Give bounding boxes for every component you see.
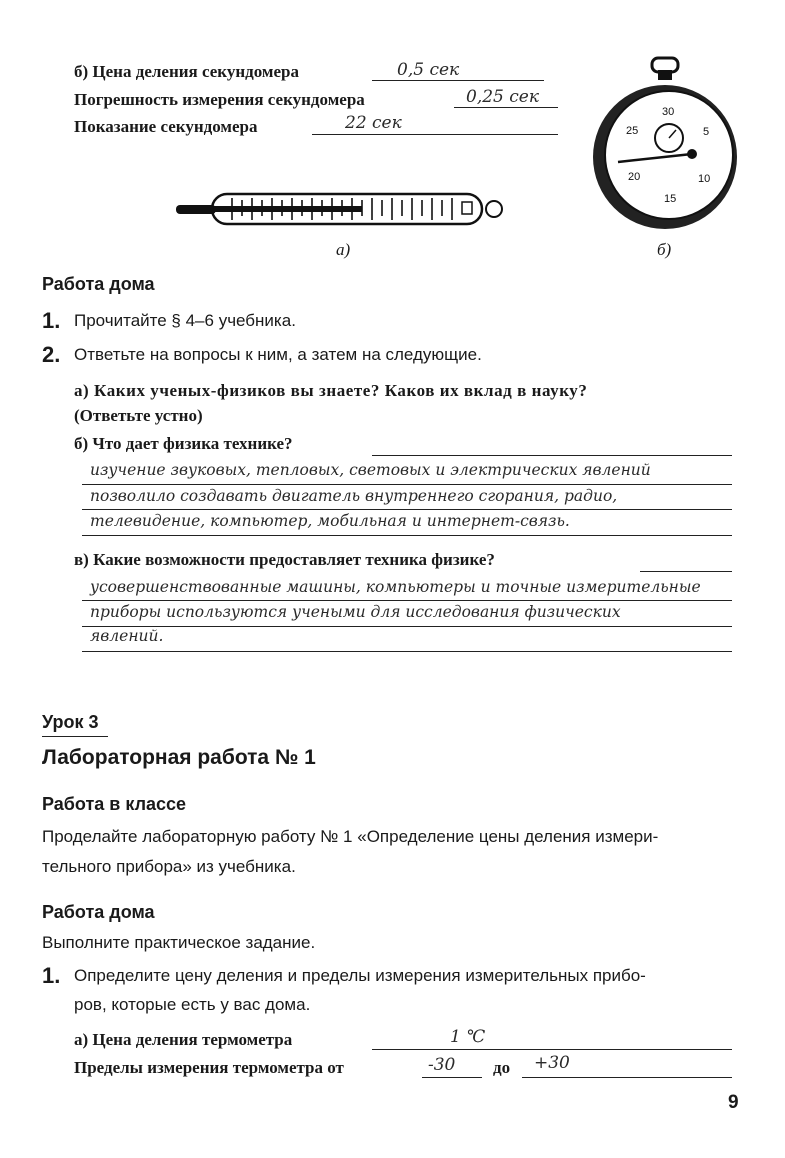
- home-text: Выполните практическое задание.: [42, 933, 316, 952]
- answer-line: [522, 1077, 732, 1078]
- answer-line: [640, 571, 732, 572]
- answer-line: [372, 1049, 732, 1050]
- homework-heading: Работа дома: [42, 274, 155, 294]
- answer-text: телевидение, компьютер, мобильная и интернет-связь.: [90, 512, 570, 530]
- task-text: Определите цену деления и пределы измерения измерительных прибо-: [74, 966, 646, 985]
- question-a-note: (Ответьте устно): [74, 406, 203, 425]
- reading-label: Показание секундомера: [74, 117, 258, 136]
- stopwatch-figure: [590, 52, 740, 237]
- lab-title: Лабораторная работа № 1: [42, 746, 316, 769]
- answer-line: [82, 484, 732, 485]
- answer-text: приборы используются учеными для исследования физических: [90, 603, 621, 621]
- answer-line: [82, 600, 732, 601]
- division-label: б) Цена деления секундомера: [74, 62, 299, 81]
- task-number: 1.: [42, 963, 61, 988]
- answer-line: [82, 626, 732, 627]
- error-label: Погрешность измерения секундомера: [74, 90, 365, 109]
- task-number: 2.: [42, 342, 61, 367]
- therm-limits-label: Пределы измерения термометра от: [74, 1058, 344, 1077]
- therm-division-label: а) Цена деления термометра: [74, 1030, 293, 1049]
- division-value: 0,5 сек: [397, 60, 460, 80]
- answer-text: позволило создавать двигатель внутреннего сгорания, радио,: [90, 487, 618, 505]
- task-text: ров, которые есть у вас дома.: [74, 995, 311, 1014]
- task-text: Прочитайте § 4–6 учебника.: [74, 311, 296, 330]
- answer-line: [82, 535, 732, 536]
- stopwatch-label: 10: [698, 173, 711, 185]
- answer-text: явлений.: [90, 627, 164, 645]
- division-answer-line: [372, 80, 544, 81]
- lesson-underline: [42, 736, 108, 737]
- therm-division-value: 1 ℃: [450, 1027, 486, 1047]
- task-text: Ответьте на вопросы к ним, а затем на следующие.: [74, 345, 482, 364]
- therm-from-value: -30: [428, 1055, 456, 1075]
- question-a: а) Каких ученых-физиков вы знаете? Каков их вклад в науку?: [74, 381, 588, 400]
- stopwatch-label: 5: [703, 126, 710, 138]
- stopwatch-label: 30: [662, 106, 675, 118]
- reading-value: 22 сек: [345, 113, 402, 133]
- caption-a: а): [336, 240, 351, 259]
- homework-heading: Работа дома: [42, 902, 155, 922]
- error-value: 0,25 сек: [466, 87, 539, 107]
- stopwatch-label: 20: [628, 171, 641, 183]
- answer-line: [422, 1077, 482, 1078]
- class-text: тельного прибора» из учебника.: [42, 857, 296, 876]
- error-answer-line: [454, 107, 558, 108]
- answer-line: [82, 651, 732, 652]
- question-b: б) Что дает физика технике?: [74, 434, 293, 453]
- answer-line: [82, 509, 732, 510]
- lesson-label: Урок 3: [42, 712, 99, 732]
- answer-text: изучение звуковых, тепловых, световых и электрических явлений: [90, 461, 651, 479]
- reading-answer-line: [312, 134, 558, 135]
- question-c: в) Какие возможности предоставляет техника физике?: [74, 550, 495, 569]
- answer-text: усовершенствованные машины, компьютеры и точные измерительные: [90, 578, 701, 596]
- class-text: Проделайте лабораторную работу № 1 «Определение цены деления измери-: [42, 827, 659, 846]
- thermometer-figure: [172, 190, 512, 230]
- caption-b: б): [657, 240, 672, 259]
- stopwatch-label: 25: [626, 125, 639, 137]
- therm-to-label: до: [493, 1058, 511, 1077]
- task-number: 1.: [42, 308, 61, 333]
- answer-line: [372, 455, 732, 456]
- page-number: 9: [728, 1092, 739, 1113]
- therm-to-value: +30: [534, 1053, 570, 1073]
- class-heading: Работа в классе: [42, 794, 187, 814]
- stopwatch-label: 15: [664, 193, 677, 205]
